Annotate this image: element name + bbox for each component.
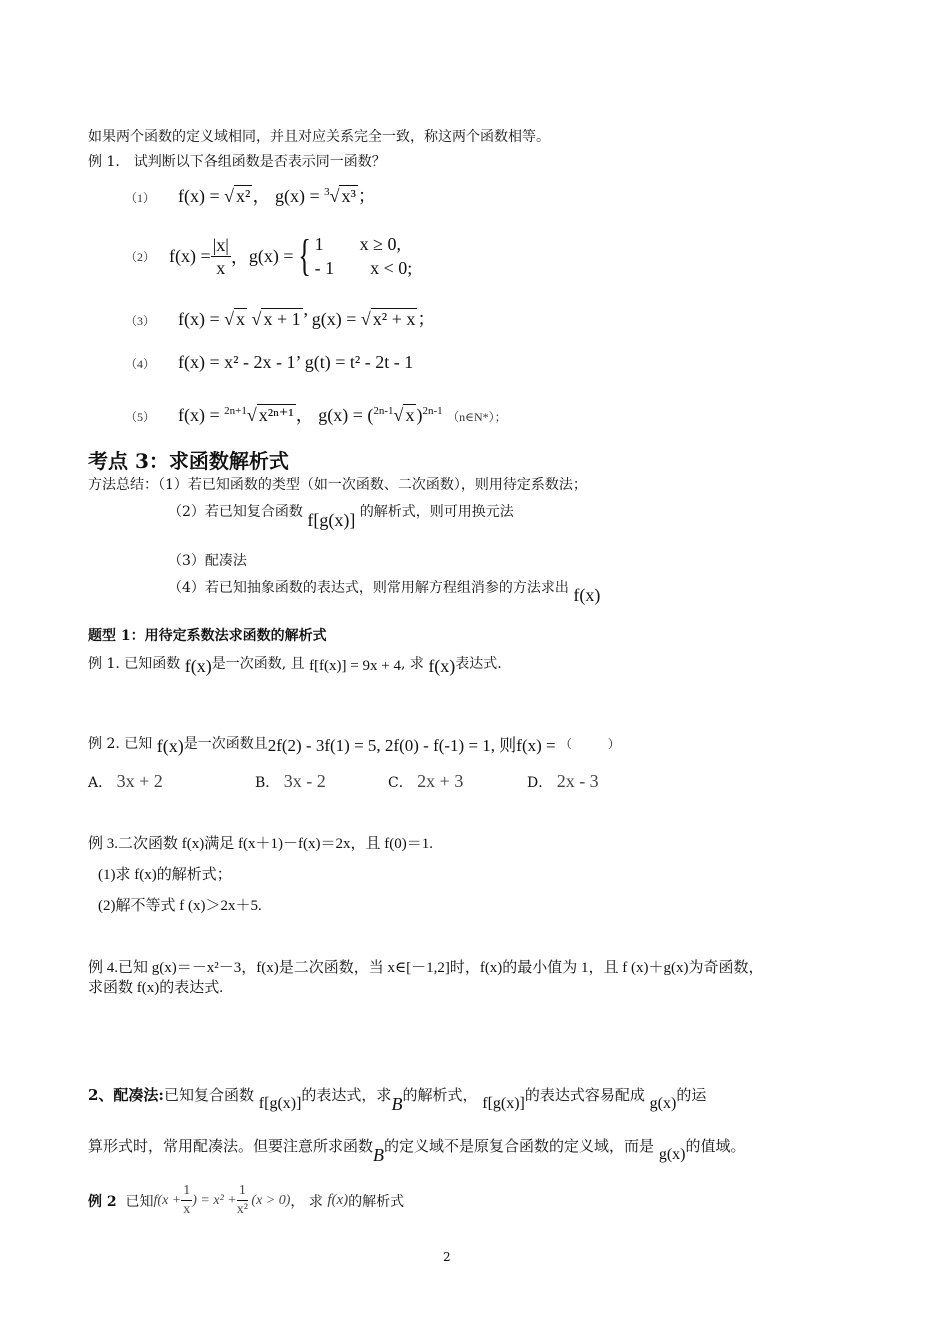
ex1-equation: f[f(x)] = 9x + 4 bbox=[309, 658, 401, 674]
ex2-text-b: 是一次函数且 bbox=[183, 736, 268, 752]
f-radicand: x²ⁿ⁺¹ bbox=[258, 405, 294, 425]
method-1: （1）若已知函数的类型（如一次函数、二次函数），则用待定系数法； bbox=[158, 477, 587, 493]
fraction bbox=[211, 236, 231, 277]
math-fg: f[g(x)] bbox=[482, 1095, 525, 1112]
ex2-text-a: 例 2. 已知 bbox=[88, 736, 153, 752]
f-def: f(x) = bbox=[178, 186, 225, 206]
math-B: B bbox=[373, 1145, 385, 1165]
g-index: 2n-1 bbox=[373, 405, 394, 417]
g-def: g(x) = bbox=[311, 309, 361, 329]
math-fg: f[g(x)] bbox=[258, 1095, 302, 1112]
tixing1-example3: 例 3.二次函数 f(x)满足 f(x＋1)－f(x)＝2x，且 f(0)＝1. bbox=[88, 836, 433, 852]
method-2-math: f[g(x)] bbox=[307, 510, 356, 530]
f-def: f(x) = x² - 2x - 1 bbox=[178, 352, 296, 372]
ex2-fx: f(x) bbox=[156, 736, 184, 756]
section-title-kaodian3: 考点 3：求函数解析式 bbox=[88, 449, 289, 473]
math-gx: g(x) bbox=[658, 1146, 686, 1163]
separator: ， bbox=[252, 186, 275, 206]
peicou-text: 的表达式容易配成 bbox=[524, 1086, 645, 1104]
option-value: 3x - 2 bbox=[283, 771, 326, 791]
f-def: f(x) = bbox=[178, 405, 225, 425]
ex2-paren: （ ） bbox=[559, 737, 620, 751]
method-2-post: 的解析式，则可用换元法 bbox=[359, 504, 514, 520]
tixing1-example4-line1: 例 4.已知 g(x)＝－x²－3，f(x)是二次函数，当 x∈[－1,2]时，f(x)的最小值为 1，且 f (x)＋g(x)为奇函数， bbox=[88, 960, 764, 976]
g-index: 3 bbox=[324, 186, 330, 198]
frac-bottom: x bbox=[216, 257, 226, 278]
frac-bottom: x² bbox=[236, 1202, 248, 1217]
tixing1-title: 题型 1：用待定系数法求函数的解析式 bbox=[88, 628, 327, 644]
peicou-title: 2、配凑法: bbox=[88, 1086, 164, 1104]
ex1-item-3: （3） f(x) = √ x √ x + 1 ’ g(x) = √ x² + x ； bbox=[125, 309, 436, 329]
f-radicand-1: x bbox=[236, 309, 246, 329]
separator: ’ bbox=[295, 352, 305, 372]
case-2: - 1 x < 0; bbox=[314, 258, 413, 279]
separator: ’ bbox=[302, 309, 312, 329]
method-line-4 bbox=[168, 576, 601, 605]
math-gx: g(x) bbox=[649, 1095, 677, 1112]
ex1-fx2: f(x) bbox=[428, 656, 456, 676]
frac-top: 1 bbox=[181, 1184, 192, 1201]
method-4-math: f(x) bbox=[573, 585, 601, 605]
end-mark: ； bbox=[357, 186, 376, 206]
g-radicand: x² + x bbox=[372, 309, 416, 329]
fraction bbox=[181, 1184, 192, 1217]
g-radicand: x bbox=[405, 405, 415, 425]
option-b bbox=[255, 771, 326, 792]
eq-part: f(x + bbox=[153, 1192, 182, 1208]
peicou-line-2 bbox=[88, 1135, 746, 1165]
eq-condition: (x > 0) bbox=[251, 1192, 291, 1208]
ex1-item-5: （5） f(x) = $^{2n+1}$√ x²ⁿ⁺¹ ， g(x) = ($^{2n-1}$√ x )$^{2n-1}$ （n∈N*）； bbox=[125, 405, 507, 425]
item-number: （1） bbox=[125, 191, 156, 205]
separator: ， bbox=[230, 247, 249, 268]
domain-note: （n∈N*）； bbox=[447, 410, 507, 424]
option-label: C． bbox=[388, 775, 413, 791]
method-4-pre: （4）若已知抽象函数的表达式，则常用解方程组消参的方法求出 bbox=[168, 580, 569, 596]
peicou-text: 算形式时，常用配凑法。但要注意所求函数 bbox=[88, 1137, 374, 1155]
peicou-text: 的表达式，求 bbox=[301, 1086, 392, 1104]
ex1-text-c: , 求 bbox=[400, 656, 424, 672]
item-number: （2） bbox=[125, 249, 156, 264]
ex1-text-d: 表达式. bbox=[455, 656, 502, 672]
tixing1-example4-line2: 求函数 f(x)的表达式. bbox=[88, 980, 223, 996]
eq-part: ) = x² + bbox=[192, 1192, 237, 1208]
ex1-item-4 bbox=[125, 352, 413, 373]
peicou-example bbox=[88, 1184, 404, 1217]
case-1: 1 x ≥ 0, bbox=[314, 234, 402, 254]
item-number: （5） bbox=[125, 410, 156, 424]
ex1-item-2 bbox=[125, 232, 412, 281]
ex3-part2: (2)解不等式 f (x)＞2x＋5. bbox=[98, 898, 262, 914]
peicou-text: 的值域。 bbox=[685, 1137, 746, 1155]
peicou-text: 已知复合函数 bbox=[163, 1086, 254, 1104]
option-d bbox=[527, 771, 599, 792]
peicou-text: 的解析式， bbox=[402, 1086, 478, 1104]
example1-title: 例 1. 试判断以下各组函数是否表示同一函数？ bbox=[88, 154, 386, 170]
method-line-2 bbox=[168, 500, 514, 530]
g-def: g(t) = t² - 2t - 1 bbox=[304, 352, 414, 372]
brace-icon: { bbox=[297, 231, 311, 281]
option-c bbox=[388, 771, 463, 792]
item-number: （4） bbox=[125, 357, 156, 371]
separator: ， bbox=[295, 405, 319, 425]
g-exponent: 2n-1 bbox=[422, 405, 443, 417]
example-equation bbox=[154, 1184, 291, 1217]
peicou-text: 的定义域不是原复合函数的定义域，而是 bbox=[384, 1137, 655, 1155]
frac-top: 1 bbox=[237, 1184, 248, 1201]
method-line-1 bbox=[88, 474, 587, 494]
option-label: B． bbox=[255, 775, 280, 791]
piecewise bbox=[294, 232, 413, 281]
math-B: B bbox=[391, 1094, 403, 1114]
fraction bbox=[237, 1184, 248, 1217]
option-value: 2x - 3 bbox=[556, 771, 599, 791]
end-mark: ； bbox=[417, 309, 436, 329]
option-label: D． bbox=[527, 775, 553, 791]
ex3-part1: (1)求 f(x)的解析式； bbox=[98, 867, 232, 883]
option-a bbox=[88, 771, 163, 792]
ex1-fx: f(x) bbox=[184, 656, 212, 676]
math-fx: f(x) bbox=[327, 1192, 349, 1208]
option-label: A． bbox=[88, 775, 113, 791]
page-number: 2 bbox=[443, 1250, 451, 1264]
peicou-text: 的运 bbox=[676, 1086, 707, 1104]
g-def: g(x) = bbox=[248, 245, 294, 266]
example-text: 已知 bbox=[125, 1193, 154, 1210]
f-def: f(x) = bbox=[169, 245, 211, 266]
frac-bottom: x bbox=[183, 1202, 191, 1217]
method-line-3: （3）配凑法 bbox=[168, 553, 247, 569]
g-radicand: x³ bbox=[341, 186, 356, 206]
ex1-item-1: （1） f(x) = √ x² ， g(x) = $^3$√ x³ ； bbox=[125, 186, 376, 206]
method-2-pre: （2）若已知复合函数 bbox=[168, 504, 303, 520]
example-text: 的解析式 bbox=[348, 1193, 405, 1210]
intro-text: 如果两个函数的定义域相同，并且对应关系完全一致，称这两个函数相等。 bbox=[88, 129, 550, 145]
f-radicand: x² bbox=[236, 186, 251, 206]
item-number: （3） bbox=[125, 314, 156, 328]
frac-top: |x| bbox=[212, 234, 229, 255]
g-def: g(x) = ( bbox=[318, 405, 374, 425]
f-def: f(x) = bbox=[178, 309, 225, 329]
peicou-line-1 bbox=[88, 1084, 707, 1114]
ex2-equation: 2f(2) - 3f(1) = 5, 2f(0) - f(-1) = 1, 则f(x) = bbox=[267, 736, 560, 755]
method-label: 方法总结： bbox=[88, 477, 158, 493]
ex1-text-b: 是一次函数, 且 bbox=[211, 656, 305, 672]
example-label: 例 2 bbox=[88, 1193, 117, 1210]
ex1-text-a: 例 1. 已知函数 bbox=[88, 656, 181, 672]
g-def: g(x) = bbox=[274, 186, 325, 206]
f-index: 2n+1 bbox=[224, 405, 247, 417]
option-value: 3x + 2 bbox=[116, 771, 163, 791]
tixing1-example2 bbox=[88, 728, 620, 756]
option-value: 2x + 3 bbox=[417, 771, 464, 791]
tixing1-example1 bbox=[88, 652, 502, 676]
example-text: ， 求 bbox=[290, 1193, 323, 1210]
g-close: ) bbox=[416, 405, 423, 425]
f-radicand-2: x + 1 bbox=[263, 309, 301, 329]
